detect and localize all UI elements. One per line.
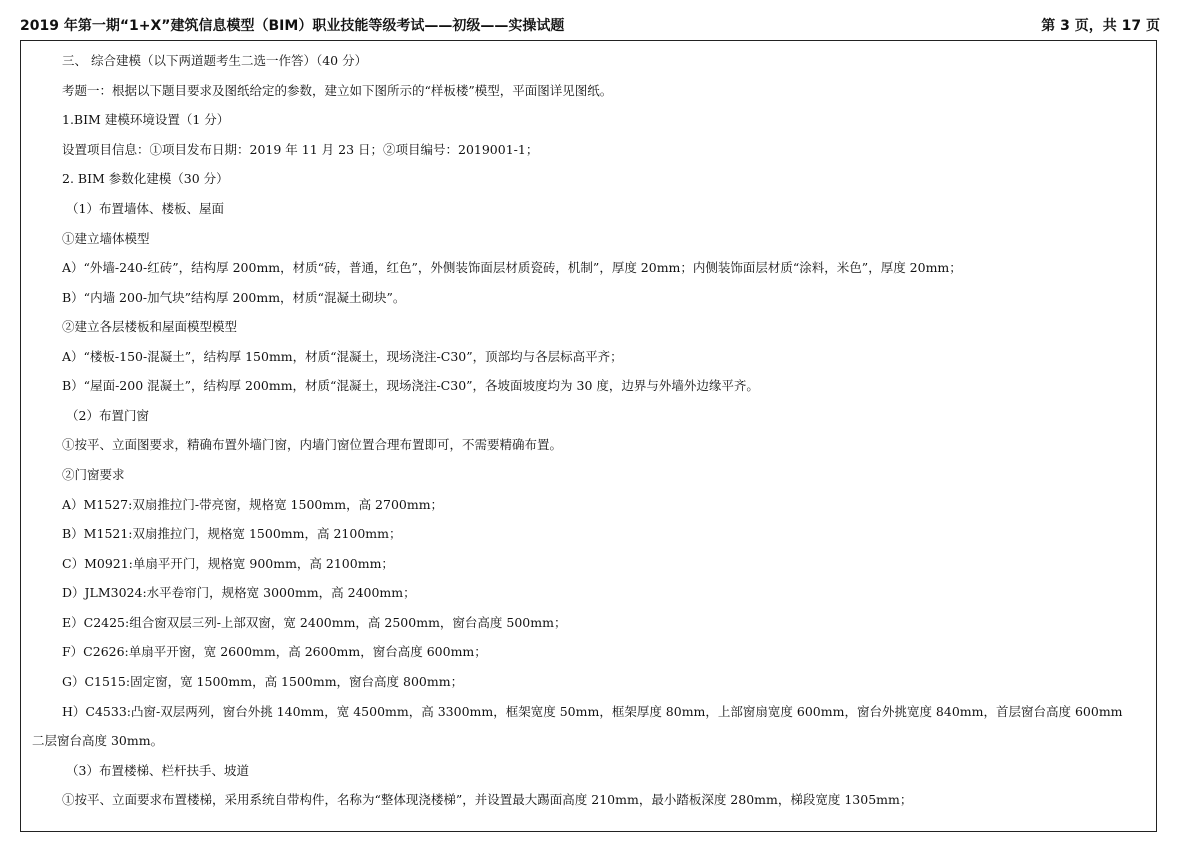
item-heading: ②建立各层楼板和屋面模型模型 bbox=[62, 319, 238, 334]
page-header bbox=[20, 14, 1160, 38]
list-item: H）C4533:凸窗-双层两列，窗台外挑 140mm，宽 4500mm，高 3300mm，框架宽度 50mm，框架厚度 80mm，上部窗扇宽度 600mm，窗台外挑宽度 840mm，首层窗台高度 600mm bbox=[62, 704, 1123, 719]
item-heading: ②门窗要求 bbox=[62, 467, 125, 482]
item-heading: ①建立墙体模型 bbox=[62, 231, 150, 246]
item-heading: （3）布置楼梯、栏杆扶手、坡道 bbox=[66, 763, 249, 778]
list-item: A）“外墙-240-红砖”，结构厚 200mm，材质“砖，普通，红色”，外侧装饰面层材质瓷砖，机制”，厚度 20mm；内侧装饰面层材质“涂料，米色”，厚度 20mm； bbox=[62, 260, 962, 275]
list-item: B）“内墙 200-加气块”结构厚 200mm，材质“混凝土砌块”。 bbox=[62, 290, 406, 305]
page-number: 第 3 页，共 17 页 bbox=[1041, 18, 1160, 34]
subsection-heading: 2. BIM 参数化建模（30 分） bbox=[62, 171, 229, 186]
list-item: E）C2425:组合窗双层三列-上部双窗，宽 2400mm，高 2500mm，窗台高度 500mm； bbox=[62, 615, 567, 630]
question-intro: 考题一：根据以下题目要求及图纸给定的参数，建立如下图所示的“样板楼”模型，平面图详见图纸。 bbox=[62, 83, 613, 98]
list-item: A）M1527:双扇推拉门-带亮窗，规格宽 1500mm，高 2700mm； bbox=[62, 497, 444, 512]
item-heading: （2）布置门窗 bbox=[66, 408, 149, 423]
list-item: G）C1515:固定窗，宽 1500mm，高 1500mm，窗台高度 800mm； bbox=[62, 674, 464, 689]
list-item: B）“屋面-200 混凝土”，结构厚 200mm，材质“混凝土，现场浇注-C30”，各坡面坡度均为 30 度，边界与外墙外边缘平齐。 bbox=[62, 378, 759, 393]
text-line: 设置项目信息：①项目发布日期：2019 年 11 月 23 日；②项目编号：2019001-1； bbox=[62, 142, 539, 157]
list-item: D）JLM3024:水平卷帘门，规格宽 3000mm，高 2400mm； bbox=[62, 585, 416, 600]
content-frame bbox=[20, 40, 1157, 832]
list-item: F）C2626:单扇平开窗，宽 2600mm，高 2600mm，窗台高度 600mm； bbox=[62, 644, 487, 659]
subsection-heading: 1.BIM 建模环境设置（1 分） bbox=[62, 112, 230, 127]
list-item-continuation: 二层窗台高度 30mm。 bbox=[32, 733, 164, 748]
section-heading: 三、 综合建模（以下两道题考生二选一作答）（40 分） bbox=[62, 53, 368, 68]
list-item: A）“楼板-150-混凝土”，结构厚 150mm，材质“混凝土，现场浇注-C30”，顶部均与各层标高平齐； bbox=[62, 349, 623, 364]
text-line: ①按平、立面要求布置楼梯，采用系统自带构件，名称为“整体现浇楼梯”，并设置最大踢面高度 210mm，最小踏板深度 280mm，梯段宽度 1305mm； bbox=[62, 792, 913, 807]
list-item: C）M0921:单扇平开门，规格宽 900mm，高 2100mm； bbox=[62, 556, 394, 571]
exam-title: 2019 年第一期“1+X”建筑信息模型（BIM）职业技能等级考试——初级——实操试题 bbox=[20, 18, 565, 34]
content-body bbox=[21, 41, 1156, 831]
item-heading: （1）布置墙体、楼板、屋面 bbox=[66, 201, 224, 216]
text-line: ①按平、立面图要求，精确布置外墙门窗，内墙门窗位置合理布置即可，不需要精确布置。 bbox=[62, 437, 563, 452]
list-item: B）M1521:双扇推拉门，规格宽 1500mm，高 2100mm； bbox=[62, 526, 402, 541]
